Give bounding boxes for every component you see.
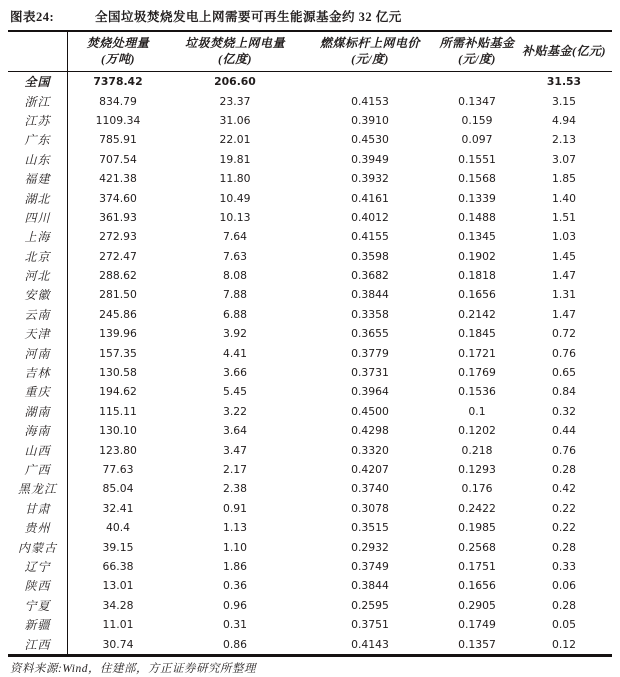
region-cell: 宁夏 (8, 596, 68, 615)
table-row (8, 421, 612, 440)
value-cell-required-subsidy-rate: 0.1551 (458, 152, 496, 166)
value-cell-required-subsidy-rate: 0.176 (461, 482, 493, 496)
value-cell-coal-benchmark-price: 0.3078 (351, 501, 389, 515)
value-cell-required-subsidy-rate: 0.1845 (458, 327, 496, 341)
value-cell-incineration-volume: 130.58 (99, 366, 137, 380)
value-cell-incineration-volume: 157.35 (99, 346, 137, 360)
value-cell-required-subsidy-rate: 0.159 (461, 113, 493, 127)
region-cell: 浙江 (8, 91, 68, 110)
region-cell: 北京 (8, 247, 68, 266)
value-cell-incineration-volume: 374.60 (99, 191, 137, 205)
region-cell: 四川 (8, 208, 68, 227)
table-header-row (8, 32, 612, 72)
value-cell-required-subsidy-rate: 0.097 (461, 133, 493, 147)
value-cell-grid-electricity: 3.22 (222, 404, 248, 418)
table-row (8, 576, 612, 595)
value-cell-required-subsidy-rate: 0.1293 (458, 463, 496, 476)
value-cell-required-subsidy-rate: 0.1202 (458, 424, 496, 438)
table-row (8, 479, 612, 498)
region-cell: 湖北 (8, 188, 68, 207)
value-cell-coal-benchmark-price: 0.3932 (351, 172, 389, 186)
region-cell: 河北 (8, 266, 68, 285)
region-cell: 陕西 (8, 576, 68, 595)
value-cell-grid-electricity: 31.06 (219, 113, 251, 127)
table-row (8, 169, 612, 188)
region-cell: 安徽 (8, 285, 68, 304)
value-cell-grid-electricity: 7.63 (222, 249, 248, 263)
value-cell-grid-electricity: 22.01 (219, 133, 251, 147)
value-cell-coal-benchmark-price: 0.3655 (351, 327, 389, 341)
table-row (8, 537, 612, 556)
value-cell-coal-benchmark-price: 0.3320 (351, 443, 389, 457)
value-cell-required-subsidy-rate: 0.2905 (458, 598, 496, 612)
value-cell-required-subsidy-rate: 0.1749 (458, 618, 496, 632)
table-row (8, 208, 612, 227)
value-cell-required-subsidy-rate: 0.1339 (458, 191, 496, 205)
value-cell-incineration-volume: 361.93 (99, 210, 137, 224)
value-cell-subsidy-fund: 0.44 (551, 424, 577, 438)
value-cell-required-subsidy-rate: 0.1751 (458, 559, 496, 573)
value-cell-coal-benchmark-price: 0.3682 (351, 269, 389, 283)
value-cell-grid-electricity: 10.49 (219, 191, 251, 205)
value-cell-incineration-volume: 288.62 (99, 269, 137, 283)
value-cell-incineration-volume: 245.86 (99, 307, 137, 321)
value-cell-subsidy-fund: 0.32 (551, 404, 577, 418)
value-cell-subsidy-fund: 3.15 (551, 94, 577, 108)
value-cell-coal-benchmark-price: 0.4155 (351, 230, 389, 244)
table-row (8, 91, 612, 110)
region-cell: 山东 (8, 150, 68, 169)
value-cell-subsidy-fund: 31.53 (546, 75, 582, 89)
value-cell-incineration-volume: 34.28 (102, 598, 134, 612)
value-cell-required-subsidy-rate: 0.2422 (458, 501, 496, 515)
value-cell-required-subsidy-rate: 0.1488 (458, 210, 496, 224)
value-cell-incineration-volume: 421.38 (99, 172, 137, 186)
value-cell-required-subsidy-rate: 0.1568 (458, 172, 496, 186)
value-cell-coal-benchmark-price: 0.4153 (351, 94, 389, 108)
table-row (8, 343, 612, 362)
region-cell: 吉林 (8, 363, 68, 382)
value-cell-incineration-volume: 130.10 (99, 424, 137, 438)
column-header-subsidy-fund (516, 44, 612, 60)
value-cell-incineration-volume: 85.04 (102, 482, 134, 496)
value-cell-incineration-volume: 281.50 (99, 288, 137, 302)
region-cell: 上海 (8, 227, 68, 246)
table-row (8, 460, 612, 479)
value-cell-coal-benchmark-price: 0.3844 (351, 288, 389, 302)
value-cell-required-subsidy-rate: 0.1357 (458, 637, 496, 651)
region-cell: 湖南 (8, 402, 68, 421)
value-cell-coal-benchmark-price: 0.4161 (351, 191, 389, 205)
region-cell: 海南 (8, 421, 68, 440)
value-cell-coal-benchmark-price: 0.4298 (351, 424, 389, 438)
table-row (8, 247, 612, 266)
value-cell-grid-electricity: 19.81 (219, 152, 251, 166)
region-cell: 山西 (8, 440, 68, 459)
value-cell-required-subsidy-rate: 0.1985 (458, 521, 496, 535)
value-cell-grid-electricity: 11.80 (219, 172, 251, 186)
value-cell-grid-electricity: 23.37 (219, 94, 251, 108)
region-cell: 新疆 (8, 615, 68, 634)
column-unit: (亿度) (218, 51, 252, 66)
value-cell-coal-benchmark-price: 0.3751 (351, 618, 389, 632)
value-cell-incineration-volume: 834.79 (99, 94, 137, 108)
table-row (8, 634, 612, 653)
table-body (8, 72, 612, 654)
table-row (8, 130, 612, 149)
value-cell-coal-benchmark-price: 0.2595 (351, 598, 389, 612)
value-cell-coal-benchmark-price: 0.3964 (351, 385, 389, 399)
value-cell-grid-electricity: 7.64 (222, 230, 248, 244)
region-cell: 重庆 (8, 382, 68, 401)
value-cell-coal-benchmark-price: 0.4500 (351, 404, 389, 418)
value-cell-coal-benchmark-price: 0.4012 (351, 210, 389, 224)
value-cell-coal-benchmark-price: 0.3358 (351, 307, 389, 321)
value-cell-grid-electricity: 206.60 (214, 75, 256, 89)
value-cell-subsidy-fund: 0.22 (551, 501, 577, 515)
figure-caption (0, 0, 620, 25)
value-cell-coal-benchmark-price: 0.3740 (351, 482, 389, 496)
column-title: 焚烧处理量 (86, 35, 150, 50)
region-cell: 甘肃 (8, 499, 68, 518)
value-cell-subsidy-fund: 1.45 (551, 249, 577, 263)
region-cell: 广西 (8, 460, 68, 479)
table-row (8, 615, 612, 634)
column-header-incineration-volume (68, 36, 168, 67)
value-cell-subsidy-fund: 0.05 (551, 618, 577, 632)
value-cell-coal-benchmark-price: 0.3779 (351, 346, 389, 360)
value-cell-subsidy-fund: 0.12 (551, 637, 577, 651)
value-cell-grid-electricity: 8.08 (222, 269, 248, 283)
table-row (8, 285, 612, 304)
table-row (8, 402, 612, 421)
region-cell: 黑龙江 (8, 479, 68, 498)
value-cell-incineration-volume: 77.63 (102, 463, 134, 476)
value-cell-required-subsidy-rate: 0.1721 (458, 346, 496, 360)
column-header-required-subsidy-rate (438, 36, 516, 67)
value-cell-required-subsidy-rate: 0.1345 (458, 230, 496, 244)
value-cell-subsidy-fund: 0.76 (551, 346, 577, 360)
value-cell-coal-benchmark-price: 0.4143 (351, 637, 389, 651)
value-cell-grid-electricity: 1.13 (222, 521, 248, 535)
value-cell-grid-electricity: 2.17 (222, 463, 248, 476)
value-cell-coal-benchmark-price: 0.3598 (351, 249, 389, 263)
value-cell-grid-electricity: 0.86 (222, 637, 248, 651)
value-cell-grid-electricity: 3.64 (222, 424, 248, 438)
value-cell-incineration-volume: 11.01 (102, 618, 134, 632)
value-cell-subsidy-fund: 1.47 (551, 307, 577, 321)
value-cell-required-subsidy-rate: 0.1818 (458, 269, 496, 283)
value-cell-required-subsidy-rate: 0.1536 (458, 385, 496, 399)
value-cell-grid-electricity: 3.92 (222, 327, 248, 341)
value-cell-grid-electricity: 5.45 (222, 385, 248, 399)
table-row (8, 188, 612, 207)
value-cell-required-subsidy-rate: 0.2568 (458, 540, 496, 554)
value-cell-required-subsidy-rate: 0.218 (461, 443, 493, 457)
table-row (8, 382, 612, 401)
region-cell: 河南 (8, 343, 68, 362)
value-cell-coal-benchmark-price: 0.3749 (351, 559, 389, 573)
value-cell-grid-electricity: 0.31 (222, 618, 248, 632)
column-unit: (元/度) (458, 51, 496, 66)
value-cell-incineration-volume: 785.91 (99, 133, 137, 147)
column-title: 补贴基金(亿元) (522, 43, 606, 58)
value-cell-subsidy-fund: 1.31 (551, 288, 577, 302)
value-cell-incineration-volume: 115.11 (99, 404, 137, 418)
value-cell-incineration-volume: 7378.42 (93, 75, 143, 89)
value-cell-coal-benchmark-price: 0.3515 (351, 521, 389, 535)
value-cell-subsidy-fund: 1.85 (551, 172, 577, 186)
table-row (8, 150, 612, 169)
data-table (8, 30, 612, 657)
region-cell: 天津 (8, 324, 68, 343)
value-cell-grid-electricity: 1.86 (222, 559, 248, 573)
column-title: 燃煤标杆上网电价 (319, 35, 420, 50)
table-row (8, 305, 612, 324)
value-cell-coal-benchmark-price: 0.3844 (351, 579, 389, 593)
value-cell-grid-electricity: 1.10 (222, 540, 248, 554)
value-cell-incineration-volume: 707.54 (99, 152, 137, 166)
value-cell-coal-benchmark-price: 0.3949 (351, 152, 389, 166)
value-cell-subsidy-fund: 0.06 (551, 579, 577, 593)
value-cell-subsidy-fund: 3.07 (551, 152, 577, 166)
table-row (8, 227, 612, 246)
value-cell-grid-electricity: 7.88 (222, 288, 248, 302)
value-cell-grid-electricity: 4.41 (222, 346, 248, 360)
value-cell-grid-electricity: 3.47 (222, 443, 248, 457)
value-cell-grid-electricity: 10.13 (219, 210, 251, 224)
value-cell-coal-benchmark-price: 0.3731 (351, 366, 389, 380)
value-cell-coal-benchmark-price: 0.2932 (351, 540, 389, 554)
source-note: 资料来源:Wind，住建部，方正证券研究所整理 (10, 663, 256, 675)
value-cell-subsidy-fund: 0.28 (551, 540, 577, 554)
value-cell-incineration-volume: 32.41 (102, 501, 134, 515)
figure-title: 全国垃圾焚烧发电上网需要可再生能源基金约 32 亿元 (95, 10, 402, 24)
value-cell-incineration-volume: 39.15 (102, 540, 134, 554)
value-cell-grid-electricity: 2.38 (222, 482, 248, 496)
table-row (8, 518, 612, 537)
region-cell: 内蒙古 (8, 537, 68, 556)
table-row (8, 72, 612, 91)
column-unit: (万吨) (101, 51, 135, 66)
region-cell: 广东 (8, 130, 68, 149)
value-cell-subsidy-fund: 0.84 (551, 385, 577, 399)
value-cell-grid-electricity: 3.66 (222, 366, 248, 380)
column-title: 垃圾焚烧上网电量 (184, 35, 285, 50)
value-cell-subsidy-fund: 0.76 (551, 443, 577, 457)
region-cell: 全国 (8, 72, 68, 91)
value-cell-incineration-volume: 272.93 (99, 230, 137, 244)
value-cell-subsidy-fund: 1.47 (551, 269, 577, 283)
region-cell: 贵州 (8, 518, 68, 537)
region-cell: 江苏 (8, 111, 68, 130)
table-row (8, 363, 612, 382)
value-cell-incineration-volume: 13.01 (102, 579, 134, 593)
column-header-coal-benchmark-price (302, 36, 438, 67)
value-cell-subsidy-fund: 0.65 (551, 366, 577, 380)
value-cell-required-subsidy-rate: 0.1347 (458, 94, 496, 108)
value-cell-subsidy-fund: 2.13 (551, 133, 577, 147)
value-cell-grid-electricity: 0.91 (222, 501, 248, 515)
value-cell-subsidy-fund: 1.03 (551, 230, 577, 244)
value-cell-required-subsidy-rate: 0.1769 (458, 366, 496, 380)
corner-cell (8, 32, 68, 71)
value-cell-grid-electricity: 6.88 (222, 307, 248, 321)
table-row (8, 499, 612, 518)
value-cell-subsidy-fund: 0.22 (551, 521, 577, 535)
value-cell-subsidy-fund: 0.33 (551, 559, 577, 573)
value-cell-subsidy-fund: 1.51 (551, 210, 577, 224)
region-cell: 云南 (8, 305, 68, 324)
value-cell-coal-benchmark-price: 0.4207 (351, 463, 389, 476)
table-row (8, 111, 612, 130)
value-cell-incineration-volume: 40.4 (105, 521, 131, 535)
value-cell-subsidy-fund: 0.42 (551, 482, 577, 496)
value-cell-required-subsidy-rate: 0.1902 (458, 249, 496, 263)
value-cell-required-subsidy-rate: 0.2142 (458, 307, 496, 321)
value-cell-subsidy-fund: 0.28 (551, 463, 577, 476)
value-cell-grid-electricity: 0.36 (222, 579, 248, 593)
value-cell-incineration-volume: 1109.34 (95, 113, 141, 127)
region-cell: 江西 (8, 634, 68, 653)
value-cell-incineration-volume: 194.62 (99, 385, 137, 399)
value-cell-subsidy-fund: 0.28 (551, 598, 577, 612)
value-cell-required-subsidy-rate: 0.1656 (458, 579, 496, 593)
value-cell-incineration-volume: 30.74 (102, 637, 134, 651)
table-row (8, 596, 612, 615)
value-cell-incineration-volume: 272.47 (99, 249, 137, 263)
value-cell-required-subsidy-rate: 0.1656 (458, 288, 496, 302)
figure-label: 图表24: (10, 10, 55, 24)
column-title: 所需补贴基金 (439, 35, 515, 50)
table-row (8, 324, 612, 343)
region-cell: 辽宁 (8, 557, 68, 576)
table-row (8, 557, 612, 576)
value-cell-subsidy-fund: 4.94 (551, 113, 577, 127)
column-unit: (元/度) (351, 51, 389, 66)
value-cell-coal-benchmark-price: 0.3910 (351, 113, 389, 127)
region-cell: 福建 (8, 169, 68, 188)
column-header-grid-electricity (168, 36, 302, 67)
value-cell-grid-electricity: 0.96 (222, 598, 248, 612)
value-cell-coal-benchmark-price: 0.4530 (351, 133, 389, 147)
value-cell-incineration-volume: 139.96 (99, 327, 137, 341)
table-row (8, 440, 612, 459)
value-cell-incineration-volume: 123.80 (99, 443, 137, 457)
value-cell-required-subsidy-rate: 0.1 (468, 404, 486, 418)
value-cell-subsidy-fund: 0.72 (551, 327, 577, 341)
table-row (8, 266, 612, 285)
value-cell-subsidy-fund: 1.40 (551, 191, 577, 205)
value-cell-incineration-volume: 66.38 (102, 559, 134, 573)
